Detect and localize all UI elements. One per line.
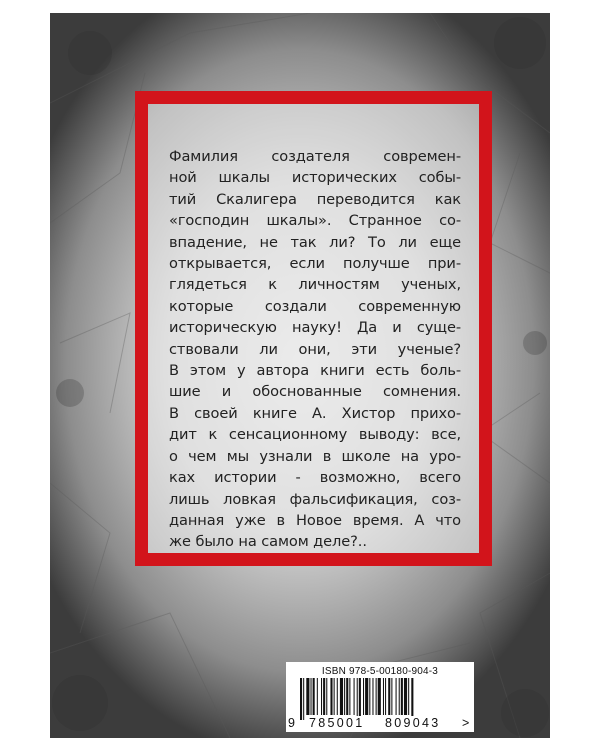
blurb-line: дит к сенсационному выводу: все, xyxy=(169,426,461,444)
blurb-line: ках истории - возможно, всего xyxy=(169,469,461,487)
isbn-label: ISBN 978-5-00180-904-3 xyxy=(321,666,439,677)
barcode-bar xyxy=(411,678,413,720)
ean-digit-first: 9 xyxy=(288,716,295,730)
barcode-bar xyxy=(346,678,348,715)
blurb-line: которые создали современную xyxy=(169,297,461,315)
barcode-bar xyxy=(396,678,397,715)
ean-digits-right: 809043 xyxy=(385,716,441,730)
barcode-bar xyxy=(313,678,315,715)
blurb-line: ствовали ли они, эти ученые? xyxy=(169,340,461,358)
blurb-line: глядеться к личностям ученых, xyxy=(169,276,461,294)
barcode-bar xyxy=(303,678,304,720)
barcode-bar xyxy=(357,678,358,720)
barcode-bar xyxy=(354,678,355,715)
blurb-line: данная уже в Новое время. А что xyxy=(169,511,461,529)
barcode-bar xyxy=(321,678,322,715)
barcode-bar xyxy=(378,678,381,715)
barcode-bar xyxy=(365,678,368,715)
barcode-bar xyxy=(326,678,327,715)
barcode-bar xyxy=(404,678,407,715)
barcode-bar xyxy=(344,678,345,715)
blurb-line: впадение, не так ли? То ли еще xyxy=(169,233,461,251)
barcode-bar xyxy=(340,678,343,715)
red-frame xyxy=(135,91,492,566)
barcode-bar xyxy=(311,678,312,715)
barcode-bar xyxy=(399,678,400,715)
barcode-bar xyxy=(300,678,302,720)
barcode-bar xyxy=(385,678,386,715)
blurb-line: тий Скалигера переводится как xyxy=(169,190,461,208)
barcode-bar xyxy=(334,678,335,715)
barcode-bar xyxy=(369,678,370,715)
barcode-bar xyxy=(372,678,373,715)
blurb-line: открывается, если получше при- xyxy=(169,255,461,273)
blurb-line: В этом у автора книги есть боль- xyxy=(169,362,461,380)
barcode-bars xyxy=(296,678,464,720)
barcode-bar xyxy=(306,678,309,715)
blurb-line: лишь ловкая фальсификация, соз- xyxy=(169,490,461,508)
blurb-line: Фамилия создателя современ- xyxy=(169,148,461,165)
barcode-bar xyxy=(330,678,332,715)
barcode-bar xyxy=(401,678,403,715)
blurb-line: историческую науку! Да и суще- xyxy=(169,319,461,337)
barcode-box xyxy=(286,662,474,732)
barcode-bar xyxy=(391,678,392,715)
blurb-line: «господин шкалы». Странное со- xyxy=(169,212,461,230)
ean-digits-left: 785001 xyxy=(309,716,365,730)
barcode-bar xyxy=(363,678,364,715)
barcode-bar xyxy=(376,678,377,715)
back-cover xyxy=(50,13,550,738)
blurb-text xyxy=(169,146,461,553)
blurb-line: же было на самом деле?.. xyxy=(169,533,367,551)
barcode-bar xyxy=(337,678,338,715)
barcode-bar xyxy=(388,678,390,715)
barcode-bar xyxy=(383,678,384,715)
blurb-line: шие и обоснованные сомнения. xyxy=(169,383,461,401)
barcode-bar xyxy=(408,678,409,715)
ean-arrow: > xyxy=(462,716,470,730)
blurb-line: о чем мы узнали в школе на уро- xyxy=(169,447,461,465)
barcode-bar xyxy=(317,678,318,715)
barcode-bar xyxy=(323,678,325,715)
blurb-line: ной шкалы исторических собы- xyxy=(169,169,461,187)
blurb-line: В своей книге А. Хистор прихо- xyxy=(169,404,461,422)
barcode-bar xyxy=(359,678,361,720)
barcode-bar xyxy=(349,678,350,715)
